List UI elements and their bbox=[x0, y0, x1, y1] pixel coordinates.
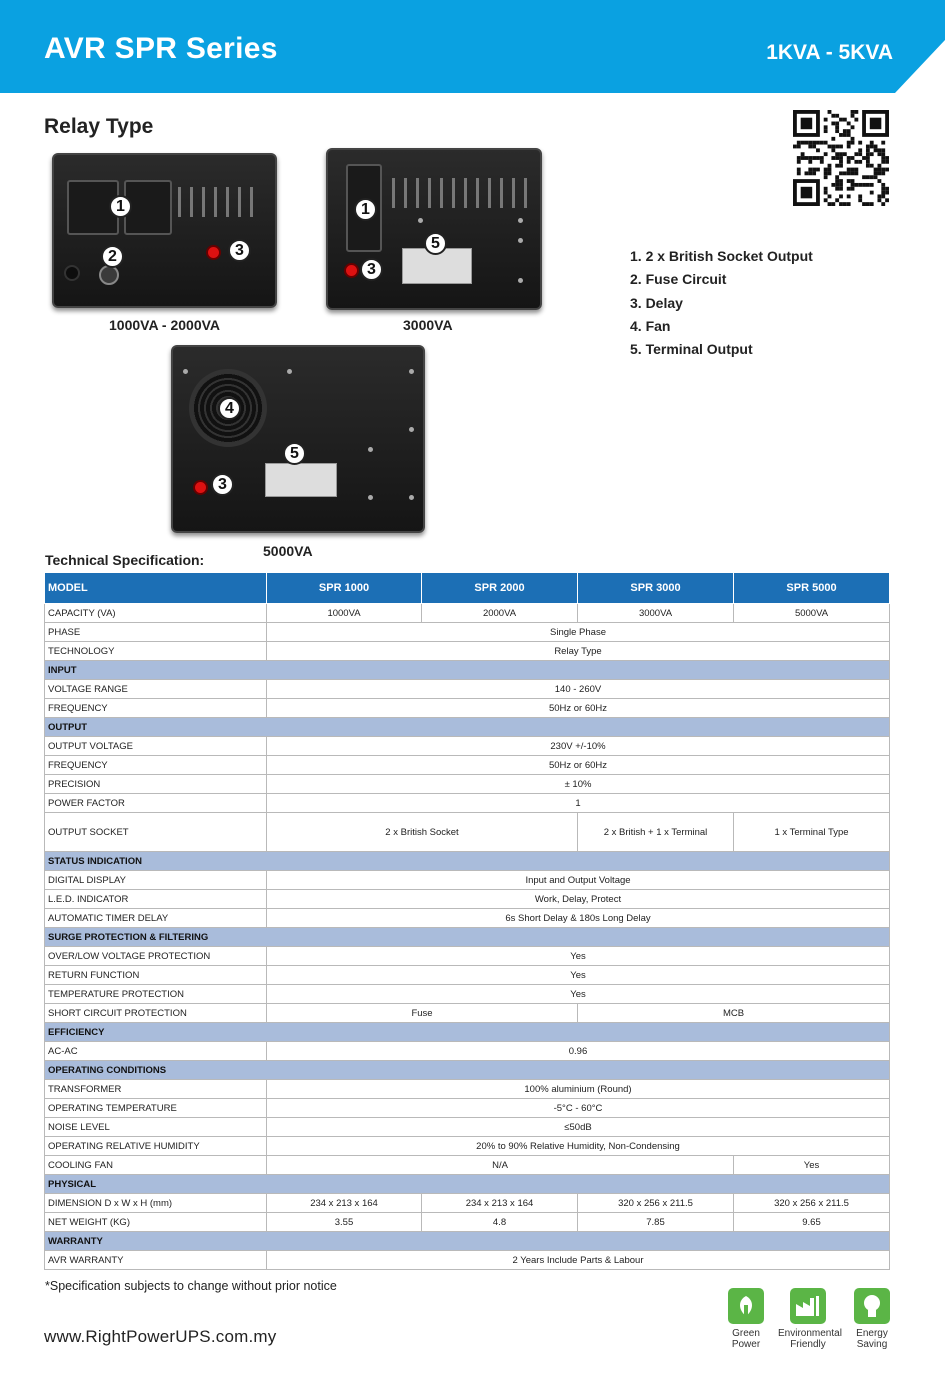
vent-slots bbox=[178, 187, 253, 217]
cell: 234 x 213 x 164 bbox=[422, 1194, 578, 1213]
badge-line: Friendly bbox=[790, 1339, 826, 1350]
section-row-physical bbox=[45, 1175, 890, 1194]
row-label: TEMPERATURE PROTECTION bbox=[45, 985, 267, 1004]
row-label: DIGITAL DISPLAY bbox=[45, 871, 267, 890]
cell: Yes bbox=[267, 985, 890, 1004]
row-label: FREQUENCY bbox=[45, 756, 267, 775]
section-title-cell: OUTPUT bbox=[45, 718, 890, 737]
badge-line: Power bbox=[731, 1339, 761, 1350]
cell: 3000VA bbox=[578, 604, 734, 623]
header-banner bbox=[0, 0, 945, 93]
table-row bbox=[45, 756, 890, 775]
table-row bbox=[45, 890, 890, 909]
badge-line: Energy bbox=[856, 1328, 888, 1339]
table-row bbox=[45, 680, 890, 699]
cell: 9.65 bbox=[734, 1213, 890, 1232]
cell: ± 10% bbox=[267, 775, 890, 794]
cell: Yes bbox=[734, 1156, 890, 1175]
table-row bbox=[45, 909, 890, 928]
table-header-row bbox=[45, 573, 890, 604]
row-label: OUTPUT SOCKET bbox=[45, 813, 267, 852]
cell: 100% aluminium (Round) bbox=[267, 1080, 890, 1099]
row-label: AUTOMATIC TIMER DELAY bbox=[45, 909, 267, 928]
caption-3000: 3000VA bbox=[403, 317, 453, 333]
plug-leaf-icon bbox=[728, 1288, 764, 1324]
table-header-cell: MODEL bbox=[45, 573, 267, 604]
row-label: OVER/LOW VOLTAGE PROTECTION bbox=[45, 947, 267, 966]
section-title-cell: WARRANTY bbox=[45, 1232, 890, 1251]
table-header-cell: SPR 2000 bbox=[422, 573, 578, 604]
section-title-cell: STATUS INDICATION bbox=[45, 852, 890, 871]
cell: 2000VA bbox=[422, 604, 578, 623]
badge-line: Green bbox=[732, 1328, 760, 1339]
row-label: COOLING FAN bbox=[45, 1156, 267, 1175]
cell: Yes bbox=[267, 966, 890, 985]
badge-line: Environmental bbox=[778, 1328, 842, 1339]
section-title-cell: OPERATING CONDITIONS bbox=[45, 1061, 890, 1080]
cell: Single Phase bbox=[267, 623, 890, 642]
row-label: VOLTAGE RANGE bbox=[45, 680, 267, 699]
table-row bbox=[45, 642, 890, 661]
table-row bbox=[45, 1118, 890, 1137]
section-title-cell: PHYSICAL bbox=[45, 1175, 890, 1194]
badge-5: 5 bbox=[283, 442, 306, 465]
badge-3: 3 bbox=[211, 473, 234, 496]
cell: 6s Short Delay & 180s Long Delay bbox=[267, 909, 890, 928]
cell: 2 x British Socket bbox=[267, 813, 578, 852]
section-row-input bbox=[45, 661, 890, 680]
row-label: NET WEIGHT (KG) bbox=[45, 1213, 267, 1232]
green-power-badge bbox=[716, 1288, 776, 1350]
row-label: AC-AC bbox=[45, 1042, 267, 1061]
table-row bbox=[45, 794, 890, 813]
row-label: TRANSFORMER bbox=[45, 1080, 267, 1099]
delay-button bbox=[193, 480, 208, 495]
cell: 320 x 256 x 211.5 bbox=[578, 1194, 734, 1213]
row-label: PRECISION bbox=[45, 775, 267, 794]
row-label: OPERATING RELATIVE HUMIDITY bbox=[45, 1137, 267, 1156]
cell: Yes bbox=[267, 947, 890, 966]
table-row bbox=[45, 947, 890, 966]
table-row bbox=[45, 623, 890, 642]
cell: 2 x British + 1 x Terminal bbox=[578, 813, 734, 852]
legend-item: 4. Fan bbox=[630, 317, 671, 334]
table-header-cell: SPR 5000 bbox=[734, 573, 890, 604]
cell: 3.55 bbox=[267, 1213, 422, 1232]
device-photo-3000 bbox=[326, 148, 542, 310]
table-row bbox=[45, 699, 890, 718]
cell: 5000VA bbox=[734, 604, 890, 623]
power-cable bbox=[64, 265, 80, 281]
badge-3: 3 bbox=[228, 239, 251, 262]
page-title: AVR SPR Series bbox=[44, 32, 278, 65]
cell: 50Hz or 60Hz bbox=[267, 756, 890, 775]
cell: 320 x 256 x 211.5 bbox=[734, 1194, 890, 1213]
row-label: OUTPUT VOLTAGE bbox=[45, 737, 267, 756]
row-label: L.E.D. INDICATOR bbox=[45, 890, 267, 909]
badge-4: 4 bbox=[218, 397, 241, 420]
table-row bbox=[45, 871, 890, 890]
terminal-block bbox=[265, 463, 337, 497]
table-row bbox=[45, 1156, 890, 1175]
disclaimer-note: *Specification subjects to change without prior notice bbox=[45, 1279, 337, 1293]
qr-code-icon[interactable] bbox=[793, 110, 889, 206]
cell: 140 - 260V bbox=[267, 680, 890, 699]
section-row-operating bbox=[45, 1061, 890, 1080]
factory-icon bbox=[790, 1288, 826, 1324]
section-row-output bbox=[45, 718, 890, 737]
cell: MCB bbox=[578, 1004, 890, 1023]
vent-slots bbox=[392, 178, 527, 208]
cell: Input and Output Voltage bbox=[267, 871, 890, 890]
table-row bbox=[45, 1042, 890, 1061]
caption-5000: 5000VA bbox=[263, 543, 313, 559]
cell: 2 Years Include Parts & Labour bbox=[267, 1251, 890, 1270]
section-title: Relay Type bbox=[44, 115, 154, 138]
table-row bbox=[45, 1213, 890, 1232]
row-label: SHORT CIRCUIT PROTECTION bbox=[45, 1004, 267, 1023]
feature-legend bbox=[630, 248, 813, 364]
bulb-icon bbox=[854, 1288, 890, 1324]
row-label: RETURN FUNCTION bbox=[45, 966, 267, 985]
table-row bbox=[45, 737, 890, 756]
table-row bbox=[45, 1194, 890, 1213]
website-link[interactable]: www.RightPowerUPS.com.my bbox=[44, 1327, 277, 1346]
cell: 1 x Terminal Type bbox=[734, 813, 890, 852]
table-row bbox=[45, 1251, 890, 1270]
table-header-cell: SPR 3000 bbox=[578, 573, 734, 604]
table-row bbox=[45, 966, 890, 985]
cell: 50Hz or 60Hz bbox=[267, 699, 890, 718]
legend-item: 3. Delay bbox=[630, 294, 683, 311]
power-range: 1KVA - 5KVA bbox=[766, 41, 893, 64]
row-label: PHASE bbox=[45, 623, 267, 642]
badge-5: 5 bbox=[424, 232, 447, 255]
caption-1000-2000: 1000VA - 2000VA bbox=[109, 317, 221, 333]
badge-line: Saving bbox=[856, 1339, 888, 1350]
spec-table bbox=[44, 572, 890, 1270]
cell: ≤50dB bbox=[267, 1118, 890, 1137]
table-row bbox=[45, 1099, 890, 1118]
section-title-cell: EFFICIENCY bbox=[45, 1023, 890, 1042]
cell: 7.85 bbox=[578, 1213, 734, 1232]
badge-1: 1 bbox=[354, 198, 377, 221]
badge-2: 2 bbox=[101, 245, 124, 268]
cell: N/A bbox=[267, 1156, 734, 1175]
cell: 20% to 90% Relative Humidity, Non-Condensing bbox=[267, 1137, 890, 1156]
badge-3: 3 bbox=[360, 258, 383, 281]
table-row bbox=[45, 985, 890, 1004]
tech-spec-title: Technical Specification: bbox=[45, 552, 205, 568]
section-row-status bbox=[45, 852, 890, 871]
legend-item: 5. Terminal Output bbox=[630, 341, 753, 358]
delay-button bbox=[344, 263, 359, 278]
section-row-surge bbox=[45, 928, 890, 947]
row-label: FREQUENCY bbox=[45, 699, 267, 718]
table-row bbox=[45, 775, 890, 794]
fuse-icon bbox=[99, 265, 119, 285]
row-label: POWER FACTOR bbox=[45, 794, 267, 813]
cell: Work, Delay, Protect bbox=[267, 890, 890, 909]
energy-saving-badge bbox=[842, 1288, 902, 1350]
section-row-warranty bbox=[45, 1232, 890, 1251]
row-label: DIMENSION D x W x H (mm) bbox=[45, 1194, 267, 1213]
delay-button bbox=[206, 245, 221, 260]
legend-item: 2. Fuse Circuit bbox=[630, 271, 727, 288]
cell: 234 x 213 x 164 bbox=[267, 1194, 422, 1213]
cell: Fuse bbox=[267, 1004, 578, 1023]
table-row bbox=[45, 1137, 890, 1156]
row-label: TECHNOLOGY bbox=[45, 642, 267, 661]
row-label: AVR WARRANTY bbox=[45, 1251, 267, 1270]
environmental-friendly-badge bbox=[778, 1288, 842, 1350]
cell: 1000VA bbox=[267, 604, 422, 623]
section-title-cell: SURGE PROTECTION & FILTERING bbox=[45, 928, 890, 947]
device-photo-1000-2000 bbox=[52, 153, 277, 308]
cell: 230V +/-10% bbox=[267, 737, 890, 756]
cell: 0.96 bbox=[267, 1042, 890, 1061]
section-title-cell: INPUT bbox=[45, 661, 890, 680]
legend-item: 1. 2 x British Socket Output bbox=[630, 248, 813, 264]
table-header-cell: SPR 1000 bbox=[267, 573, 422, 604]
table-row bbox=[45, 604, 890, 623]
cell: 1 bbox=[267, 794, 890, 813]
row-label: CAPACITY (VA) bbox=[45, 604, 267, 623]
cell: 4.8 bbox=[422, 1213, 578, 1232]
row-label: NOISE LEVEL bbox=[45, 1118, 267, 1137]
section-row-efficiency bbox=[45, 1023, 890, 1042]
cell: -5°C - 60°C bbox=[267, 1099, 890, 1118]
cell: Relay Type bbox=[267, 642, 890, 661]
row-label: OPERATING TEMPERATURE bbox=[45, 1099, 267, 1118]
table-row bbox=[45, 1080, 890, 1099]
device-photo-5000 bbox=[171, 345, 425, 533]
badge-1: 1 bbox=[109, 195, 132, 218]
table-row bbox=[45, 813, 890, 852]
table-row bbox=[45, 1004, 890, 1023]
